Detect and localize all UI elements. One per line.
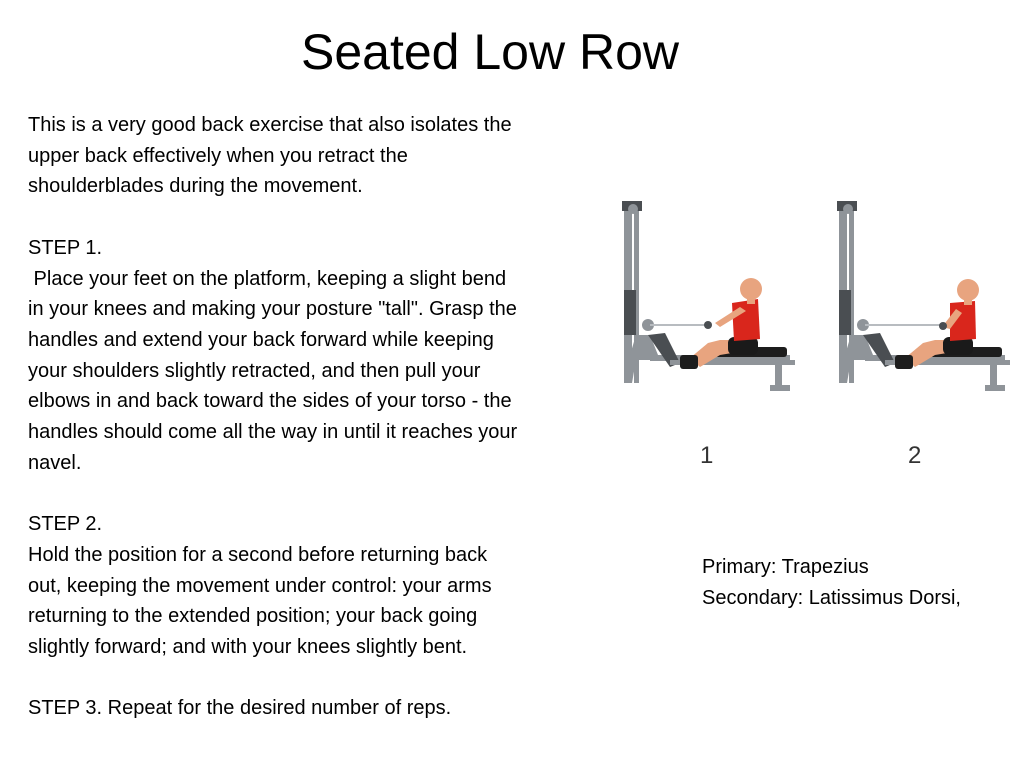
intro-line: shoulderblades during the movement. <box>28 175 363 198</box>
step-2-line: Hold the position for a second before returning back <box>28 543 488 566</box>
figure-position-1 <box>622 201 795 391</box>
step-1-line: handles and extend your back forward while keeping <box>28 328 494 351</box>
seated-row-illustration <box>620 195 1015 480</box>
muscle-groups <box>702 552 1022 614</box>
step-2-heading: STEP 2. <box>28 513 103 536</box>
step-1-line: navel. <box>28 451 82 474</box>
step-1-line: in your knees and making your posture "tall". Grasp the <box>28 298 517 321</box>
position-2-label: 2 <box>908 442 922 469</box>
step-1-line: your shoulders slightly retracted, and then pull your <box>28 359 481 382</box>
step-1-line: Place your feet on the platform, keeping a slight bend <box>28 267 507 290</box>
step-3-line: STEP 3. Repeat for the desired number of reps. <box>28 697 452 720</box>
step-1-line: elbows in and back toward the sides of your torso - the <box>28 390 512 413</box>
step-1-heading: STEP 1. <box>28 236 103 259</box>
intro-line: upper back effectively when you retract the <box>28 144 408 167</box>
figure-position-2 <box>837 201 1010 391</box>
step-2-line: returning to the extended position; your back going <box>28 605 478 628</box>
secondary-muscle: Secondary: Latissimus Dorsi, <box>702 587 961 609</box>
intro-line: This is a very good back exercise that also isolates the <box>28 114 512 136</box>
exercise-description <box>28 110 613 724</box>
step-2-line: slightly forward; and with your knees slightly bent. <box>28 635 468 658</box>
step-1-line: handles should come all the way in until it reaches your <box>28 421 518 444</box>
position-1-label: 1 <box>700 442 714 469</box>
primary-muscle: Primary: Trapezius <box>702 556 869 578</box>
step-2-line: out, keeping the movement under control: your arms <box>28 574 492 597</box>
slide-title: Seated Low Row <box>300 24 679 80</box>
